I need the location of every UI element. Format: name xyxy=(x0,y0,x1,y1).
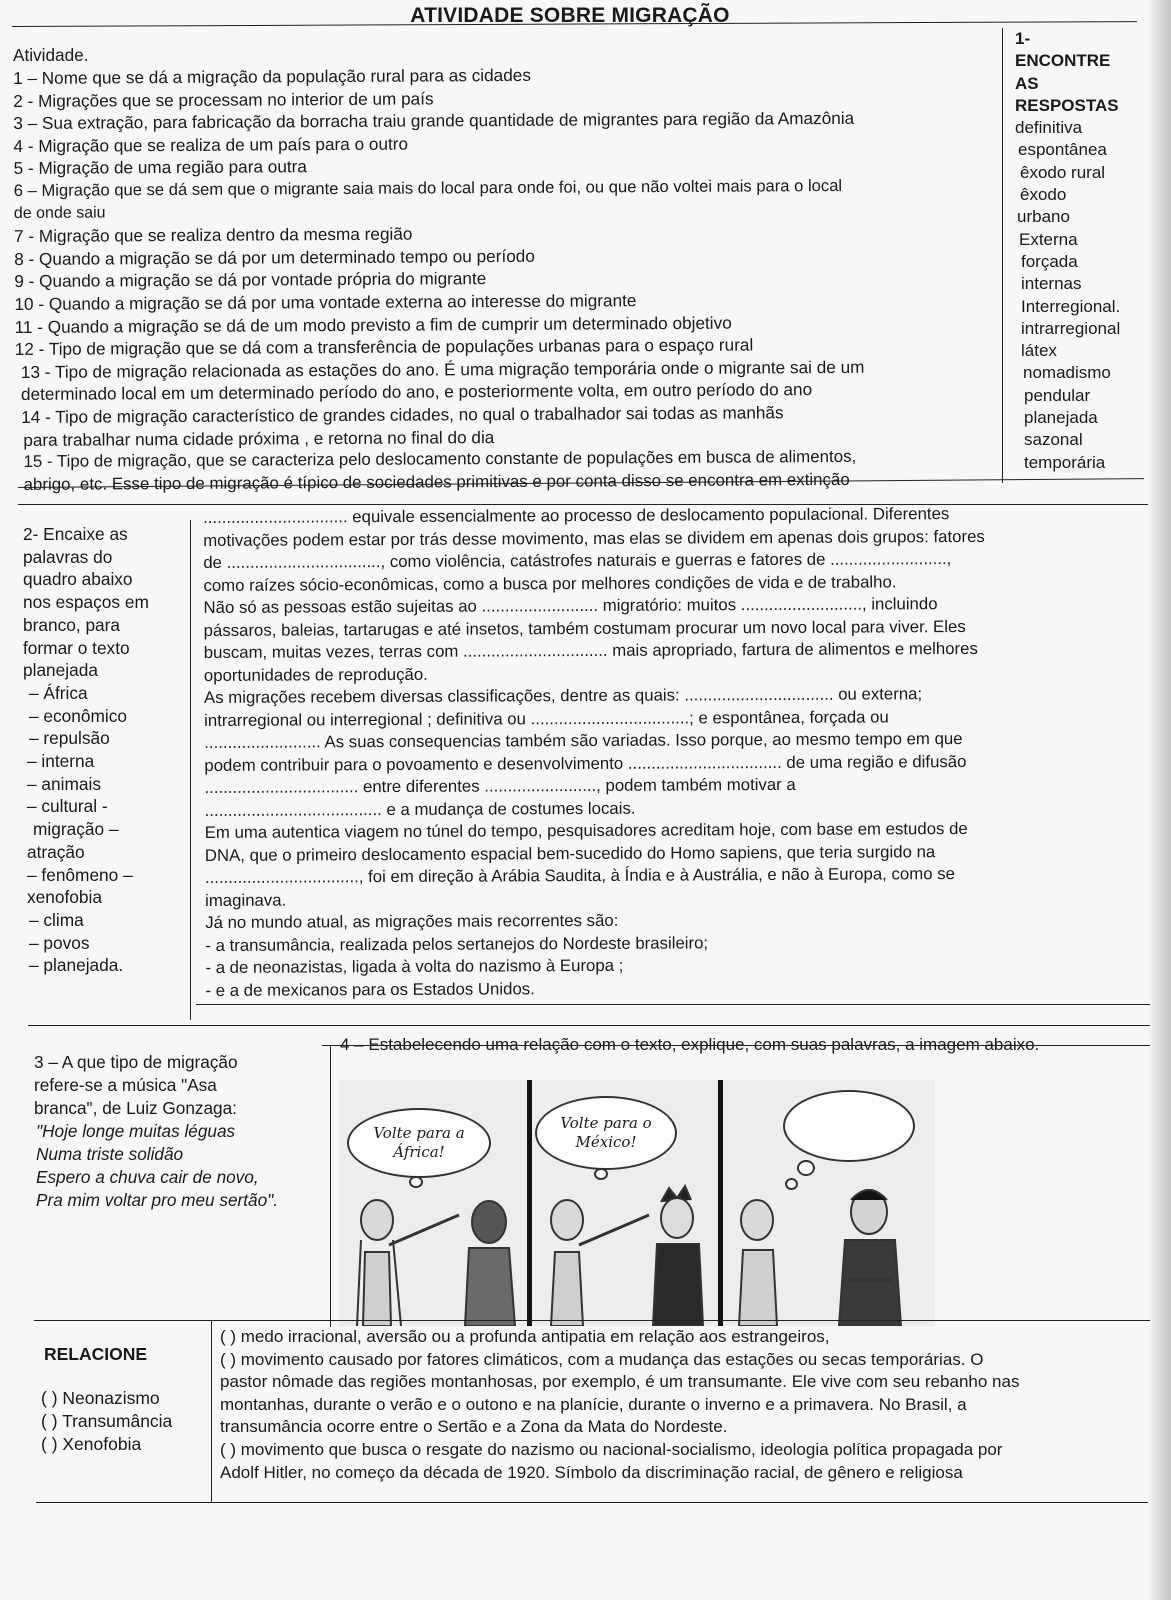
question1-item: 10 - Quando a migração se dá por uma vontade externa ao interesse do migrante xyxy=(14,289,637,314)
question2-instruction-line: quadro abaixo xyxy=(23,569,133,590)
answer-word: pendular xyxy=(1024,385,1091,405)
man-pointing-figure xyxy=(357,1200,459,1326)
section2-bottom-rule xyxy=(28,1025,1150,1026)
man-standing-figure xyxy=(739,1200,777,1326)
question1-item: para trabalhar numa cidade próxima , e retorna no final do dia xyxy=(23,426,495,450)
comic-figures xyxy=(339,1080,935,1326)
relacione-heading: RELACIONE xyxy=(44,1344,148,1364)
relacione-bottom-rule xyxy=(36,1502,1148,1503)
question1-item: 11 - Quando a migração se dá de um modo previsto a fim de cumprir um determinado objetivo xyxy=(14,311,732,337)
question1-item: 5 - Migração de uma região para outra xyxy=(13,156,307,178)
word-bank-item: – cultural - xyxy=(27,796,108,817)
man-pointing-figure xyxy=(551,1200,649,1326)
answer-word: êxodo rural xyxy=(1020,162,1106,182)
boy-figure xyxy=(653,1186,703,1326)
section2-divider xyxy=(190,520,191,1020)
answer-word: forçada xyxy=(1021,251,1078,271)
answer-word: Externa xyxy=(1019,229,1078,249)
question1-item: 2 - Migrações que se processam no interior de um país xyxy=(13,87,434,111)
definition-line: ( ) movimento que busca o resgate do nazismo ou nacional-socialismo, ideologia política propagada por xyxy=(220,1439,1003,1459)
question1-item: 14 - Tipo de migração característico de grandes cidades, no qual o trabalhador sai todas as manhãs xyxy=(21,401,784,427)
section2-inner-rule xyxy=(196,1004,1150,1005)
song-lyric: Numa triste solidão xyxy=(36,1144,184,1164)
scan-edge-shadow xyxy=(1147,0,1171,1600)
question3-line: branca", de Luiz Gonzaga: xyxy=(34,1098,237,1118)
relacione-option: ( ) Neonazismo xyxy=(41,1388,160,1408)
answer-word: temporária xyxy=(1024,452,1106,472)
song-lyric: Pra mim voltar pro meu sertão". xyxy=(36,1190,279,1210)
question1-heading: Atividade. xyxy=(13,45,89,65)
answer-bank-heading: RESPOSTAS xyxy=(1015,95,1119,115)
answer-word: planejada xyxy=(1024,408,1098,428)
question1-item: 15 - Tipo de migração, que se caracteriza pelo deslocamento constante de populações em busca de alimentos, xyxy=(23,446,857,471)
question1-item: 12 - Tipo de migração que se dá com a transferência de populações urbanas para o espaço rural xyxy=(14,334,754,359)
section1-divider xyxy=(1002,28,1003,483)
word-bank-item: – interna xyxy=(27,751,95,772)
word-bank-item: – povos xyxy=(29,932,90,953)
question3 xyxy=(34,1051,324,1212)
word-bank-item: migração – xyxy=(33,819,119,840)
text-line: ................................., foi em direção à Arábia Saudita, à Índia e à Austrália, e não à Europa, como se xyxy=(204,864,955,887)
bubble-text: Volte para o xyxy=(560,1114,652,1132)
word-bank-item: – econômico xyxy=(29,705,127,726)
definition-line: Adolf Hitler, no começo da década de 1920. Símbolo da discriminação racial, de gênero e religiosa xyxy=(220,1462,963,1482)
text-line: ......................... As suas consequencias também são variadas. Isso porque, ao mesmo tempo em que xyxy=(204,729,963,752)
word-bank-item: – África xyxy=(29,682,88,703)
question1-item: 9 - Quando a migração se dá por vontade própria do migrante xyxy=(14,268,487,291)
definition-line: ( ) medo irracional, aversão ou a profunda antipatia em relação aos estrangeiros, xyxy=(220,1327,830,1346)
answer-bank-heading: ENCONTRE xyxy=(1015,51,1111,71)
answer-word: espontânea xyxy=(1018,140,1107,160)
answer-bank xyxy=(1015,28,1145,474)
bubble-text: África! xyxy=(393,1143,445,1161)
question2-instructions xyxy=(23,523,183,977)
definition-line: montanhas, durante o verão e o outono e na planície, durante o inverno e a primavera. No Brasil, a xyxy=(220,1394,967,1414)
word-bank-item: xenofobia xyxy=(27,887,102,908)
answer-word: intrarregional xyxy=(1021,318,1121,338)
text-line: imaginava. xyxy=(205,890,287,910)
text-line: ............................... equivale essencialmente ao processo de deslocamento populacional. Diferentes xyxy=(203,504,950,527)
question1-item: determinado local em um determinado período do ano, e posteriormente volta, em outro período do ano xyxy=(20,379,813,404)
word-bank-item: – clima xyxy=(29,909,84,930)
question1-item: abrigo, etc. Esse tipo de migração é típico de sociedades primitivas e por conta disso se encontra em extinção xyxy=(23,469,850,494)
answer-bank-heading: AS xyxy=(1015,73,1039,93)
definition-line: ( ) movimento causado por fatores climáticos, com a mudança das estações ou secas temporárias. O xyxy=(220,1349,984,1369)
relacione-option: ( ) Transumância xyxy=(41,1411,173,1431)
text-line: - e a de mexicanos para os Estados Unidos. xyxy=(205,978,535,1000)
question2-instruction-line: branco, para xyxy=(23,614,121,635)
song-lyric: Espero a chuva cair de novo, xyxy=(36,1167,259,1187)
question2-instruction-line: palavras do xyxy=(23,546,113,567)
text-line: As migrações recebem diversas classificações, dentre as quais: ................................ ou externa; xyxy=(203,684,923,707)
text-line: intrarregional ou interregional ; definitiva ou ..................................; e espontânea, forçada ou xyxy=(204,706,889,730)
word-bank-item: – fenômeno – xyxy=(27,864,133,885)
question1-item: de onde saiu xyxy=(13,203,106,222)
relacione-divider xyxy=(211,1320,212,1502)
question4 xyxy=(340,1034,1152,1057)
question1-item: 8 - Quando a migração se dá por um determinado tempo ou período xyxy=(14,245,535,269)
answer-bank-heading: 1- xyxy=(1015,29,1031,48)
text-line: Em uma autentica viagem no túnel do tempo, pesquisadores acreditam hoje, com base em estudos de xyxy=(204,819,968,842)
text-line: - a de neonazistas, ligada à volta do nazismo à Europa ; xyxy=(205,955,624,977)
bubble-text: México! xyxy=(575,1133,637,1151)
person-back-figure xyxy=(465,1201,515,1326)
bubble-text: Volte para a xyxy=(373,1124,465,1142)
text-line: de ................................., como violência, catástrofes naturais e guerras e fatores de ........................., xyxy=(203,549,952,572)
text-line: podem contribuir para o povoamento e desenvolvimento ................................. de uma região e difusão xyxy=(204,751,967,775)
question2-paragraphs xyxy=(203,502,1136,1002)
word-bank-item: atração xyxy=(27,841,85,862)
section3-divider xyxy=(330,1045,331,1327)
word-bank-item: – planejada. xyxy=(29,955,124,976)
page-title: ATIVIDADE SOBRE MIGRAÇÃO xyxy=(410,4,730,27)
answer-word: definitiva xyxy=(1015,118,1083,138)
word-bank-item: – animais xyxy=(27,773,101,794)
text-line: Não só as pessoas estão sujeitas ao ......................... migratório: muitos .........................., incluindo xyxy=(203,594,938,617)
answer-word: látex xyxy=(1021,341,1057,361)
relacione-top-rule xyxy=(34,1320,1150,1321)
question2-instruction-line: 2- Encaixe as xyxy=(23,524,128,544)
text-line: Já no mundo atual, as migrações mais recorrentes são: xyxy=(205,910,619,932)
question1-items xyxy=(13,61,1001,496)
relacione-option: ( ) Xenofobia xyxy=(41,1434,142,1454)
question1-item: 13 - Tipo de migração relacionada as estações do ano. É uma migração temporária onde o migrante sai de um xyxy=(20,356,865,382)
question2-instruction-line: formar o texto xyxy=(23,637,130,658)
answer-word: êxodo xyxy=(1020,185,1067,205)
relacione-options xyxy=(41,1343,204,1456)
question3-line: 3 – A que tipo de migração xyxy=(34,1052,238,1072)
text-line: buscam, muitas vezes, terras com ............................... mais apropriado, fartura de alimentos e melhores xyxy=(203,638,978,662)
definition-line: transumância ocorre entre o Sertão e a Zona da Mata do Nordeste. xyxy=(220,1417,728,1437)
song-lyric: "Hoje longe muitas léguas xyxy=(36,1121,236,1141)
question4-text: 4 – Estabelecendo uma relação com o texto, explique, com suas palavras, a imagem abaixo. xyxy=(340,1035,1040,1054)
question2-instruction-line: nos espaços em xyxy=(23,592,149,613)
text-line: ................................. entre diferentes ........................, podem também motivar a xyxy=(204,774,796,797)
text-line: oportunidades de reprodução. xyxy=(203,664,428,685)
answer-word: urbano xyxy=(1017,207,1070,227)
indigenous-man-figure xyxy=(839,1190,901,1326)
text-line: como raízes sócio-econômicas, como a busca por melhores condições de vida e de trabalho. xyxy=(203,571,897,595)
question1-list xyxy=(13,44,998,496)
text-line: motivações podem estar por trás desse movimento, mas elas se dividem em apenas dois grupos: fatores xyxy=(203,526,985,550)
question2-text xyxy=(203,504,1133,1002)
answer-word: nomadismo xyxy=(1023,363,1111,383)
question3-line: refere-se a música "Asa xyxy=(34,1075,217,1095)
question1-item: 3 – Sua extração, para fabricação da borracha traiu grande quantidade de migrantes para região da Amazônia xyxy=(13,107,855,133)
answer-word: sazonal xyxy=(1024,430,1083,450)
answer-word: Interregional. xyxy=(1021,296,1121,316)
question1-item: 1 – Nome que se dá a migração da população rural para as cidades xyxy=(13,64,531,88)
text-line: DNA, que o primeiro deslocamento espacial bem-sucedido do Homo sapiens, que teria surgido na xyxy=(204,841,936,865)
comic-strip xyxy=(339,1080,935,1326)
question1-item: 7 - Migração que se realiza dentro da mesma região xyxy=(13,223,413,246)
question1-item: 4 - Migração que se realiza de um país para o outro xyxy=(13,132,409,156)
text-line: - a transumância, realizada pelos sertanejos do Nordeste brasileiro; xyxy=(205,932,709,955)
text-line: ...................................... e a mudança de costumes locais. xyxy=(204,798,636,820)
definition-line: pastor nômade das regiões montanhosas, por exemplo, é um transumante. Ele vive com seu rebanho nas xyxy=(220,1372,1020,1392)
text-line: pássaros, baleias, tartarugas e até insetos, também costumam procurar um novo local para viver. Eles xyxy=(203,616,966,640)
question1-item: 6 – Migração que se dá sem que o migrante saia mais do local para onde foi, ou que não voltei mais para o local xyxy=(13,175,843,200)
relacione-definitions xyxy=(220,1326,1148,1484)
question2-instruction-line: planejada xyxy=(23,660,98,681)
answer-word: internas xyxy=(1021,274,1082,294)
word-bank-item: – repulsão xyxy=(29,728,110,749)
